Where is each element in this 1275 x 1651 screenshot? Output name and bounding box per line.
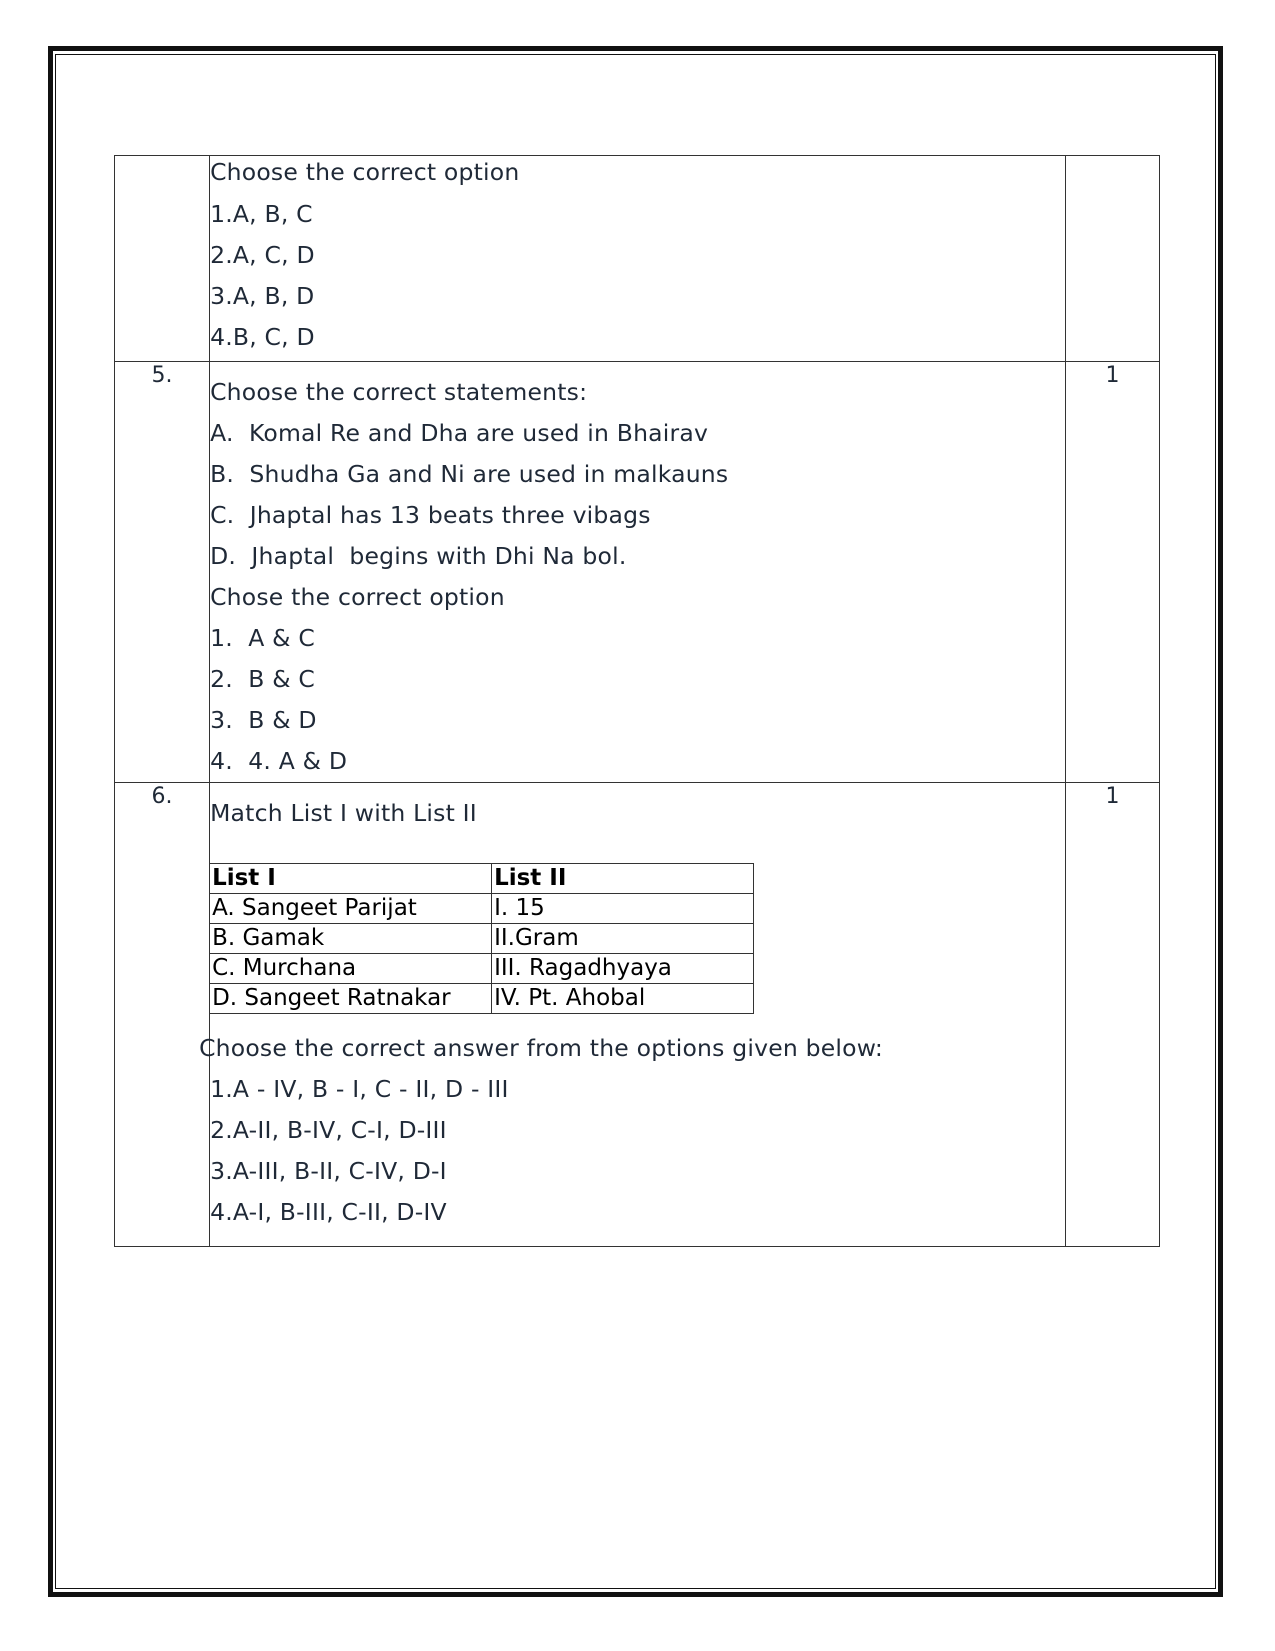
question-body: [210, 362, 1066, 783]
question-prompt: Choose the correct statements:: [210, 378, 588, 406]
table-cell: II.Gram: [492, 924, 754, 954]
question-body: [199, 783, 1066, 1247]
statement-item: D. Jhaptal begins with Dhi Na bol.: [210, 542, 627, 570]
statement-item: A. Komal Re and Dha are used in Bhairav: [210, 419, 709, 447]
option-prompt: Choose the correct option: [210, 158, 520, 186]
match-table: [209, 863, 754, 1014]
question-row-6: [115, 783, 1160, 1247]
table-cell: III. Ragadhyaya: [492, 954, 754, 984]
match-table-header: [210, 864, 754, 894]
option-item: 2. B & C: [210, 665, 316, 693]
option-item: 1.A, B, C: [210, 200, 313, 228]
question-number: 6.: [115, 783, 210, 1247]
question-number: 5.: [115, 362, 210, 783]
table-cell: A. Sangeet Parijat: [210, 894, 492, 924]
question-table: [114, 155, 1160, 1247]
answer-prompt: Choose the correct answer from the options given below:: [199, 1034, 883, 1062]
question-prompt: Match List I with List II: [210, 799, 477, 827]
table-row: [210, 894, 754, 924]
table-row: [210, 984, 754, 1014]
table-cell: IV. Pt. Ahobal: [492, 984, 754, 1014]
option-item: 4. 4. A & D: [210, 747, 348, 775]
option-item: 4.B, C, D: [210, 323, 315, 351]
column-header: List II: [492, 864, 754, 894]
option-item: 4.A-I, B-III, C-II, D-IV: [210, 1198, 447, 1226]
option-item: 3.A, B, D: [210, 282, 315, 310]
marks: 1: [1065, 783, 1159, 1247]
option-item: 1.A - IV, B - I, C - II, D - III: [210, 1075, 509, 1103]
statement-item: C. Jhaptal has 13 beats three vibags: [210, 501, 651, 529]
option-prompt: Chose the correct option: [210, 583, 505, 611]
question-row-4-continued: [115, 156, 1160, 362]
question-body: [210, 156, 1066, 362]
table-cell: I. 15: [492, 894, 754, 924]
table-cell: C. Murchana: [210, 954, 492, 984]
statement-item: B. Shudha Ga and Ni are used in malkauns: [210, 460, 729, 488]
marks-cell: [1065, 156, 1159, 362]
option-item: 3. B & D: [210, 706, 317, 734]
table-cell: D. Sangeet Ratnakar: [210, 984, 492, 1014]
table-row: [210, 924, 754, 954]
option-item: 2.A-II, B-IV, C-I, D-III: [210, 1116, 447, 1144]
question-number-cell: [115, 156, 210, 362]
question-row-5: [115, 362, 1160, 783]
option-item: 3.A-III, B-II, C-IV, D-I: [210, 1157, 447, 1185]
table-cell: B. Gamak: [210, 924, 492, 954]
option-item: 1. A & C: [210, 624, 315, 652]
marks: 1: [1065, 362, 1159, 783]
option-item: 2.A, C, D: [210, 241, 315, 269]
column-header: List I: [210, 864, 492, 894]
table-row: [210, 954, 754, 984]
